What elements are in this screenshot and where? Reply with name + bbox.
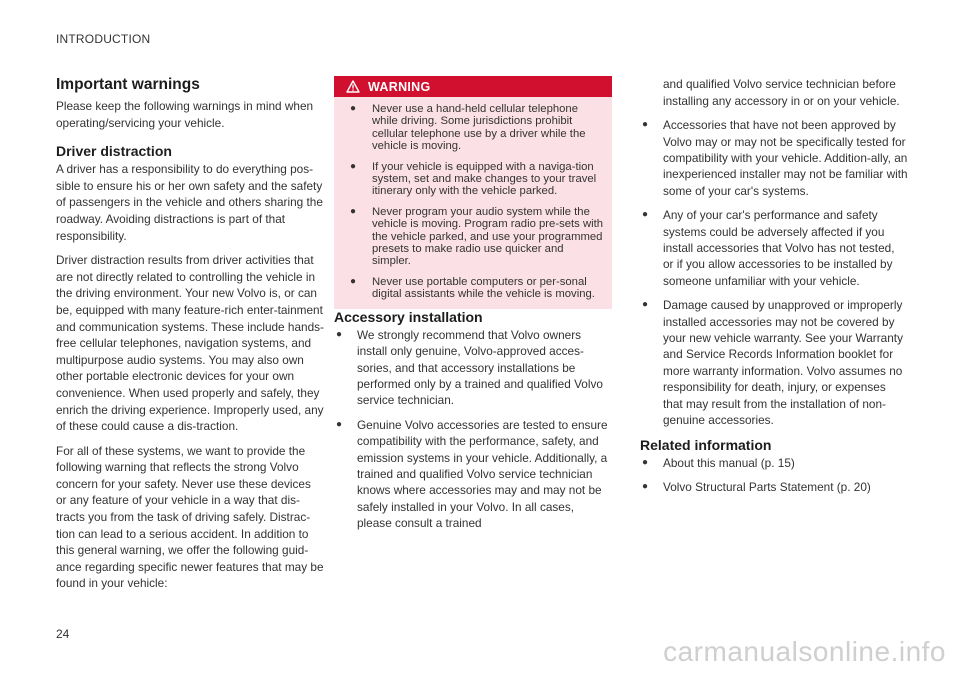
page-title: Important warnings	[56, 76, 200, 93]
running-header: INTRODUCTION	[56, 32, 151, 46]
body-paragraph: Driver distraction results from driver activities that are not directly related to controlling the vehicle in the driving environment. Your new Volvo is, or can be, equipped with many feature-rich enter-tainment and communication systems. These include hands-free cellular telephones, navigation systems, and multipurpose audio systems. You may also own other portable electronic devices for your own convenience. When used properly and safely, they enrich the driving experience. Improperly used, any of these could cause a dis-traction.	[56, 253, 324, 434]
warning-item: ● If your vehicle is equipped with a naviga-tion system, set and make changes to your travel itinerary only with the vehicle parked.	[350, 160, 597, 198]
warning-box	[334, 76, 612, 309]
accessory-list	[334, 327, 612, 532]
related-information-heading: Related information	[640, 436, 772, 453]
warning-label: WARNING	[368, 79, 431, 94]
accessory-installation-heading: Accessory installation	[334, 308, 483, 325]
column-middle	[334, 76, 612, 540]
warning-item: ● Never use a hand-held cellular telephone while driving. Some jurisdictions prohibit cellular telephone use by a driver while the vehicle is moving.	[350, 103, 586, 153]
list-item: ● Accessories that have not been approved by Volvo may or may not be specifically tested for compatibility with your vehicle. Addition-ally, an inexperienced installer may not be familiar with some of your car's systems.	[642, 118, 908, 198]
watermark: carmanualsonline.info	[663, 636, 946, 667]
body-paragraph: A driver has a responsibility to do everything pos-sible to ensure his or her own safety and the safety of passengers in the vehicle and others sharing the roadway. Avoiding distractions is part of that responsibility.	[56, 162, 323, 243]
continued-text: and qualified Volvo service technician before installing any accessory in or on your vehicle.	[663, 77, 900, 108]
related-link[interactable]: ● Volvo Structural Parts Statement (p. 20)	[642, 479, 871, 494]
warning-item: ● Never program your audio system while the vehicle is moving. Program radio pre-sets with the vehicle parked, and use your programmed presets to make radio use quicker and simpler.	[350, 205, 604, 268]
body-paragraph: For all of these systems, we want to provide the following warning that reflects the strong Volvo concern for your safety. Never use these devices or any feature of your vehicle in a way that dis-tracts you from the task of driving safely. Distrac-tion can lead to a serious accident. In addition to this general warning, we offer the following guid-ance regarding specific newer features that may be found in your vehicle:	[56, 443, 324, 591]
warning-triangle-icon	[346, 80, 360, 93]
accessory-list-continued	[640, 117, 908, 428]
warning-list	[334, 97, 612, 301]
column-right	[640, 76, 908, 503]
page-number: 24	[56, 627, 70, 641]
warning-item: ● Never use portable computers or per-sonal digital assistants while the vehicle is moving.	[350, 275, 595, 301]
related-link[interactable]: ● About this manual (p. 15)	[642, 455, 795, 470]
warning-header	[334, 76, 612, 97]
list-item: ● Damage caused by unapproved or improperly installed accessories may not be covered by your new vehicle warranty. See your Warranty and Service Records Information booklet for more warranty information. Volvo assumes no responsibility for death, injury, or expenses that may result from the installation of non-genuine accessories.	[642, 298, 903, 428]
intro-paragraph: Please keep the following warnings in mind when operating/servicing your vehicle.	[56, 99, 314, 130]
driver-distraction-heading: Driver distraction	[56, 143, 172, 160]
column-left	[56, 76, 324, 592]
list-item: ● Genuine Volvo accessories are tested to ensure compatibility with the performance, safety, and emission systems in your vehicle. Additionally, a trained and qualified Volvo service technician knows where accessories may and may not be safely installed in your Volvo. In all cases, please consult a trained	[336, 417, 608, 531]
list-item: ● Any of your car's performance and safety systems could be adversely affected if you install accessories that Volvo has not tested, or if you allow accessories to be installed by someone unfamiliar with your vehicle.	[642, 208, 895, 288]
list-item: ● We strongly recommend that Volvo owners install only genuine, Volvo-approved acces-sories, and that accessory installations be performed only by a trained and qualified Volvo service technician.	[336, 327, 603, 408]
related-links-list	[640, 455, 908, 496]
